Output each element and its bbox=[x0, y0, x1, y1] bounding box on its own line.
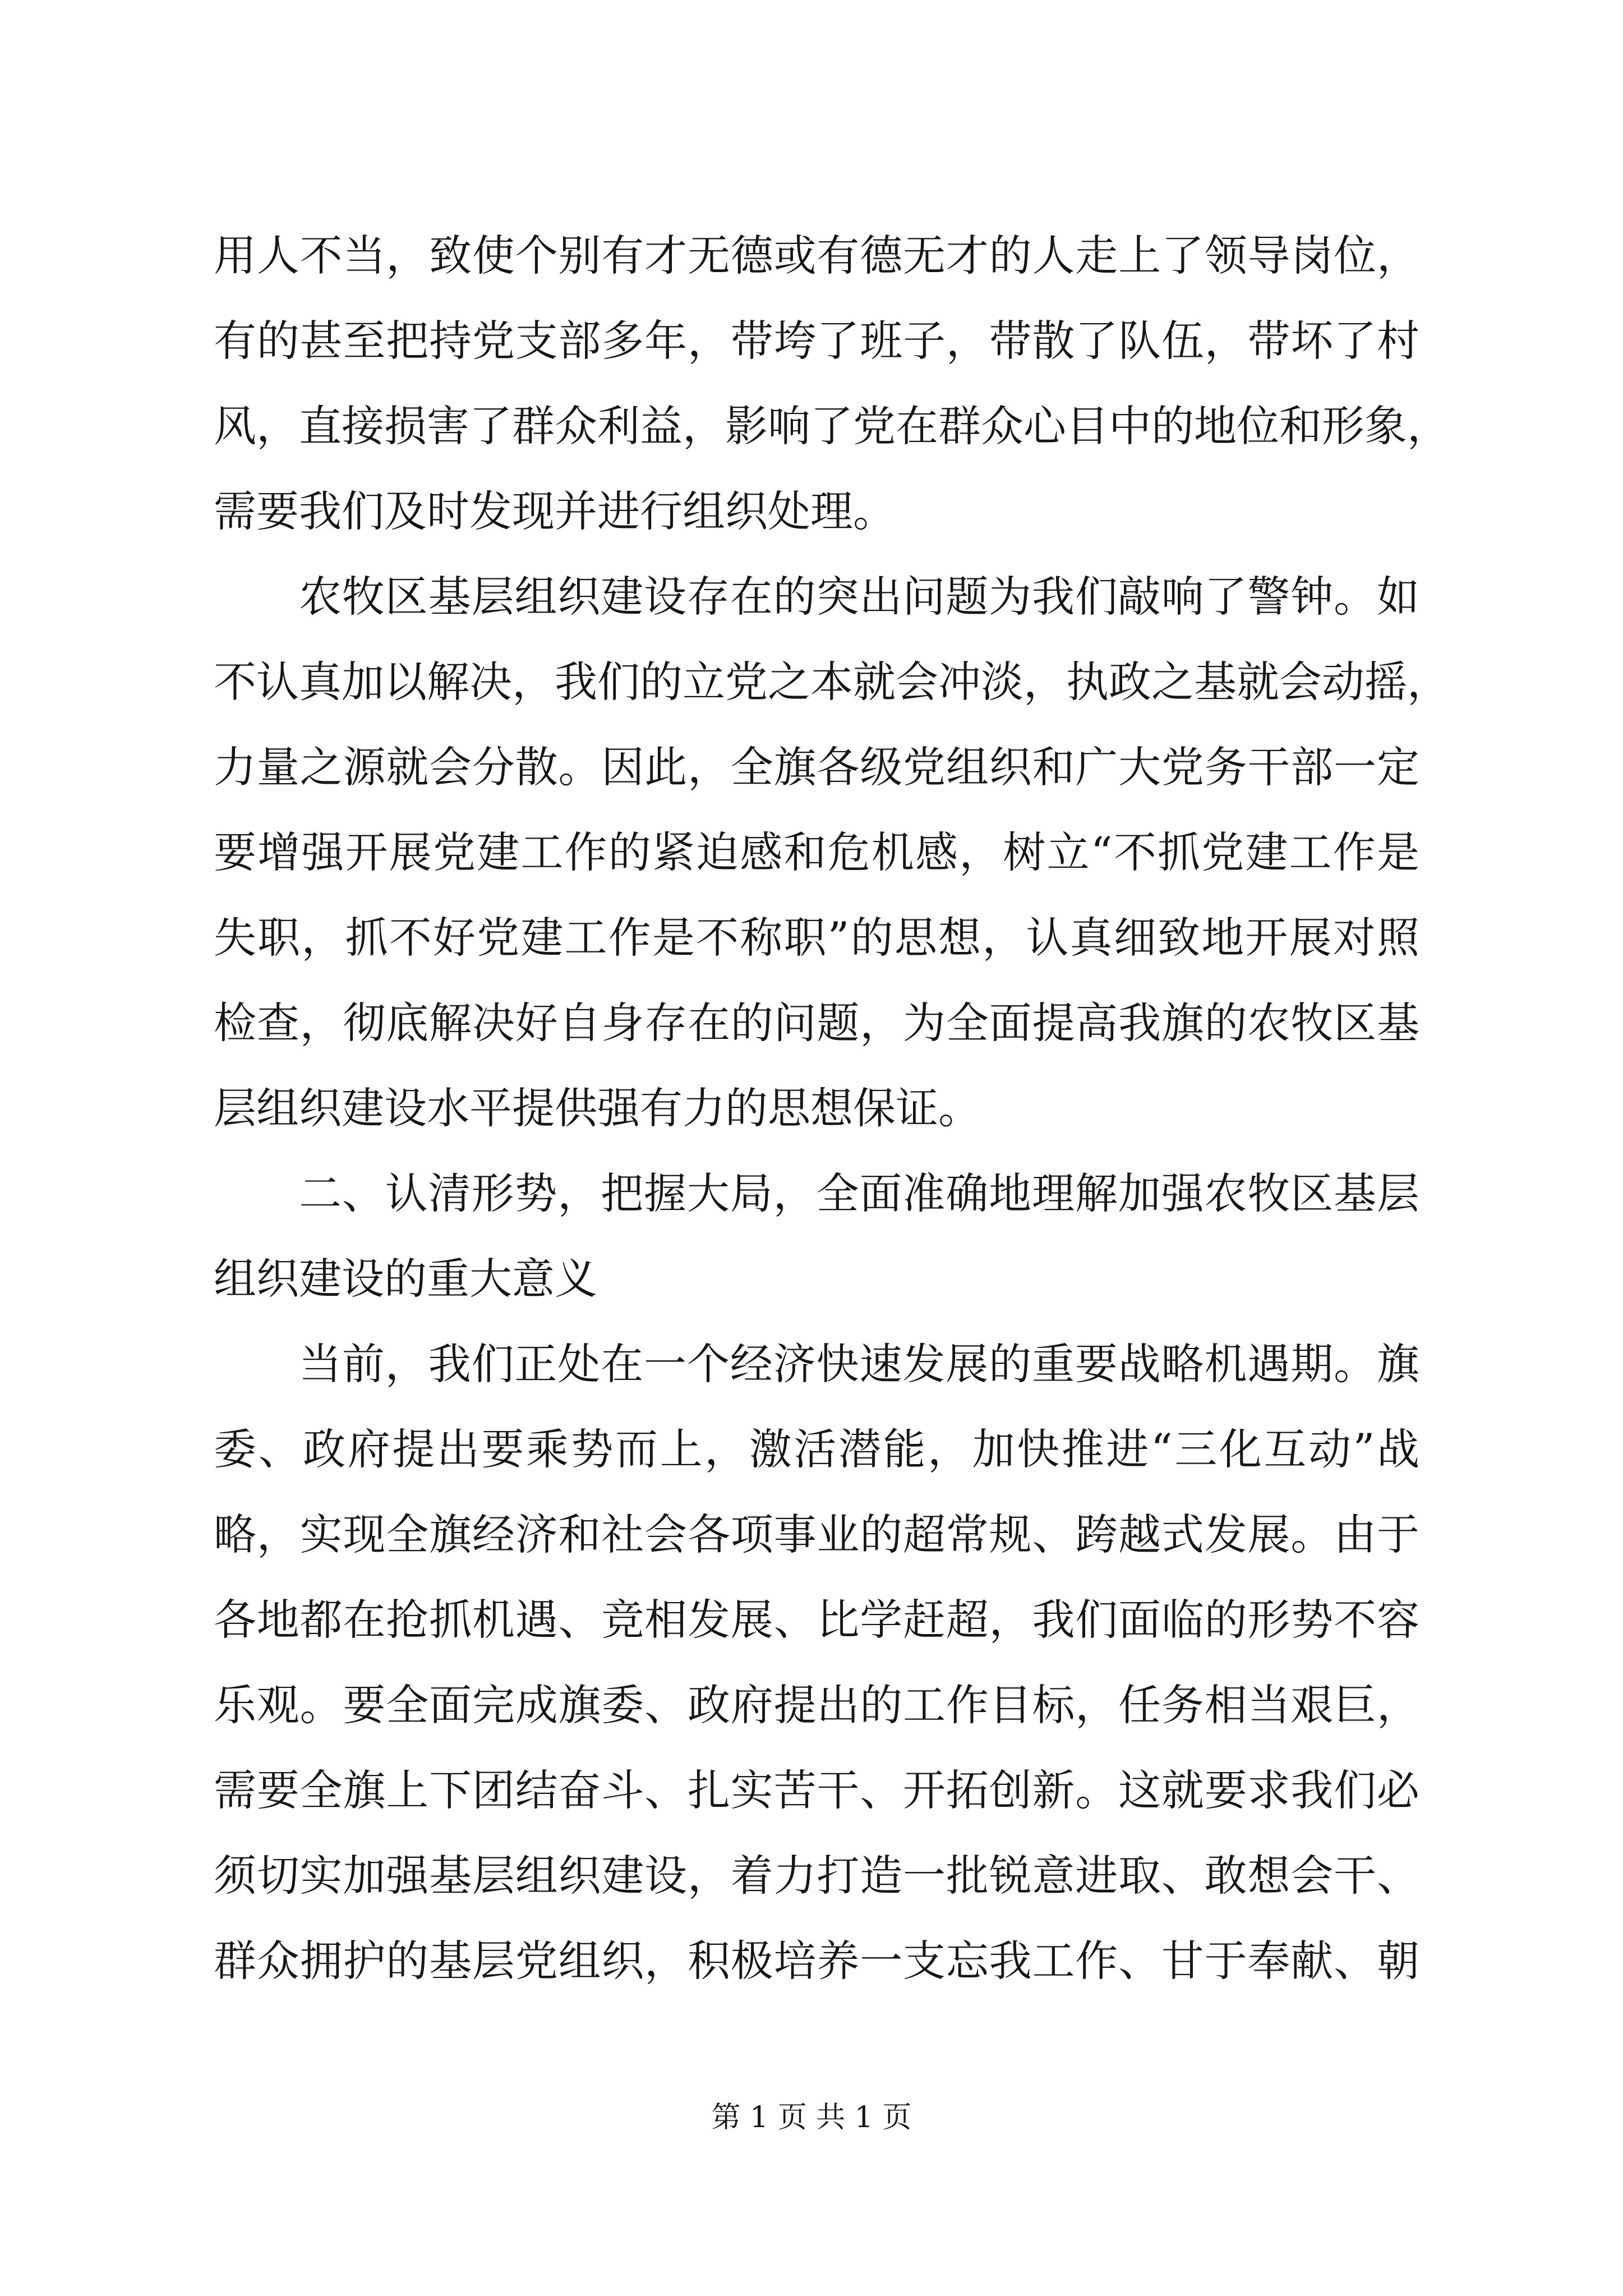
text-line: 委、政府提出要乘势而上，激活潜能，加快推进“三化互动”战 bbox=[214, 1424, 1419, 1474]
text-line: 用人不当，致使个别有才无德或有德无才的人走上了领导岗位， bbox=[214, 231, 1419, 280]
text-line: 需要我们及时发现并进行组织处理。 bbox=[214, 486, 896, 536]
text-line: 检查，彻底解决好自身存在的问题，为全面提高我旗的农牧区基 bbox=[214, 998, 1419, 1048]
text-line: 有的甚至把持党支部多年，带垮了班子，带散了队伍，带坏了村 bbox=[214, 316, 1419, 366]
text-line: 各地都在抢抓机遇、竞相发展、比学赶超，我们面临的形势不容 bbox=[214, 1595, 1419, 1645]
paragraph-first-line: 农牧区基层组织建设存在的突出问题为我们敲响了警钟。如 bbox=[299, 572, 1419, 622]
text-line: 略，实现全旗经济和社会各项事业的超常规、跨越式发展。由于 bbox=[214, 1510, 1419, 1559]
text-line: 层组织建设水平提供强有力的思想保证。 bbox=[214, 1083, 981, 1133]
text-line: 要增强开展党建工作的紧迫感和危机感，树立“不抓党建工作是 bbox=[214, 827, 1419, 877]
text-line: 群众拥护的基层党组织，积极培养一支忘我工作、甘于奉献、朝 bbox=[214, 1936, 1419, 1986]
section-heading: 二、认清形势，把握大局，全面准确地理解加强农牧区基层 bbox=[299, 1168, 1419, 1218]
text-line: 乐观。要全面完成旗委、政府提出的工作目标，任务相当艰巨， bbox=[214, 1680, 1419, 1730]
paragraph-first-line: 当前，我们正处在一个经济快速发展的重要战略机遇期。旗 bbox=[299, 1339, 1419, 1389]
text-line: 风，直接损害了群众利益，影响了党在群众心目中的地位和形象， bbox=[214, 401, 1450, 451]
text-line: 力量之源就会分散。因此，全旗各级党组织和广大党务干部一定 bbox=[214, 742, 1419, 792]
document-body bbox=[214, 213, 1450, 2004]
text-line: 须切实加强基层组织建设，着力打造一批锐意进取、敢想会干、 bbox=[214, 1851, 1419, 1901]
page-number-footer: 第 1 页 共 1 页 bbox=[711, 2101, 912, 2134]
section-heading-continued: 组织建设的重大意义 bbox=[214, 1254, 597, 1304]
text-line: 失职，抓不好党建工作是不称职”的思想，认真细致地开展对照 bbox=[214, 913, 1419, 963]
text-line: 需要全旗上下团结奋斗、扎实苦干、开拓创新。这就要求我们必 bbox=[214, 1765, 1419, 1815]
text-line: 不认真加以解决，我们的立党之本就会冲淡，执政之基就会动摇， bbox=[214, 657, 1450, 707]
